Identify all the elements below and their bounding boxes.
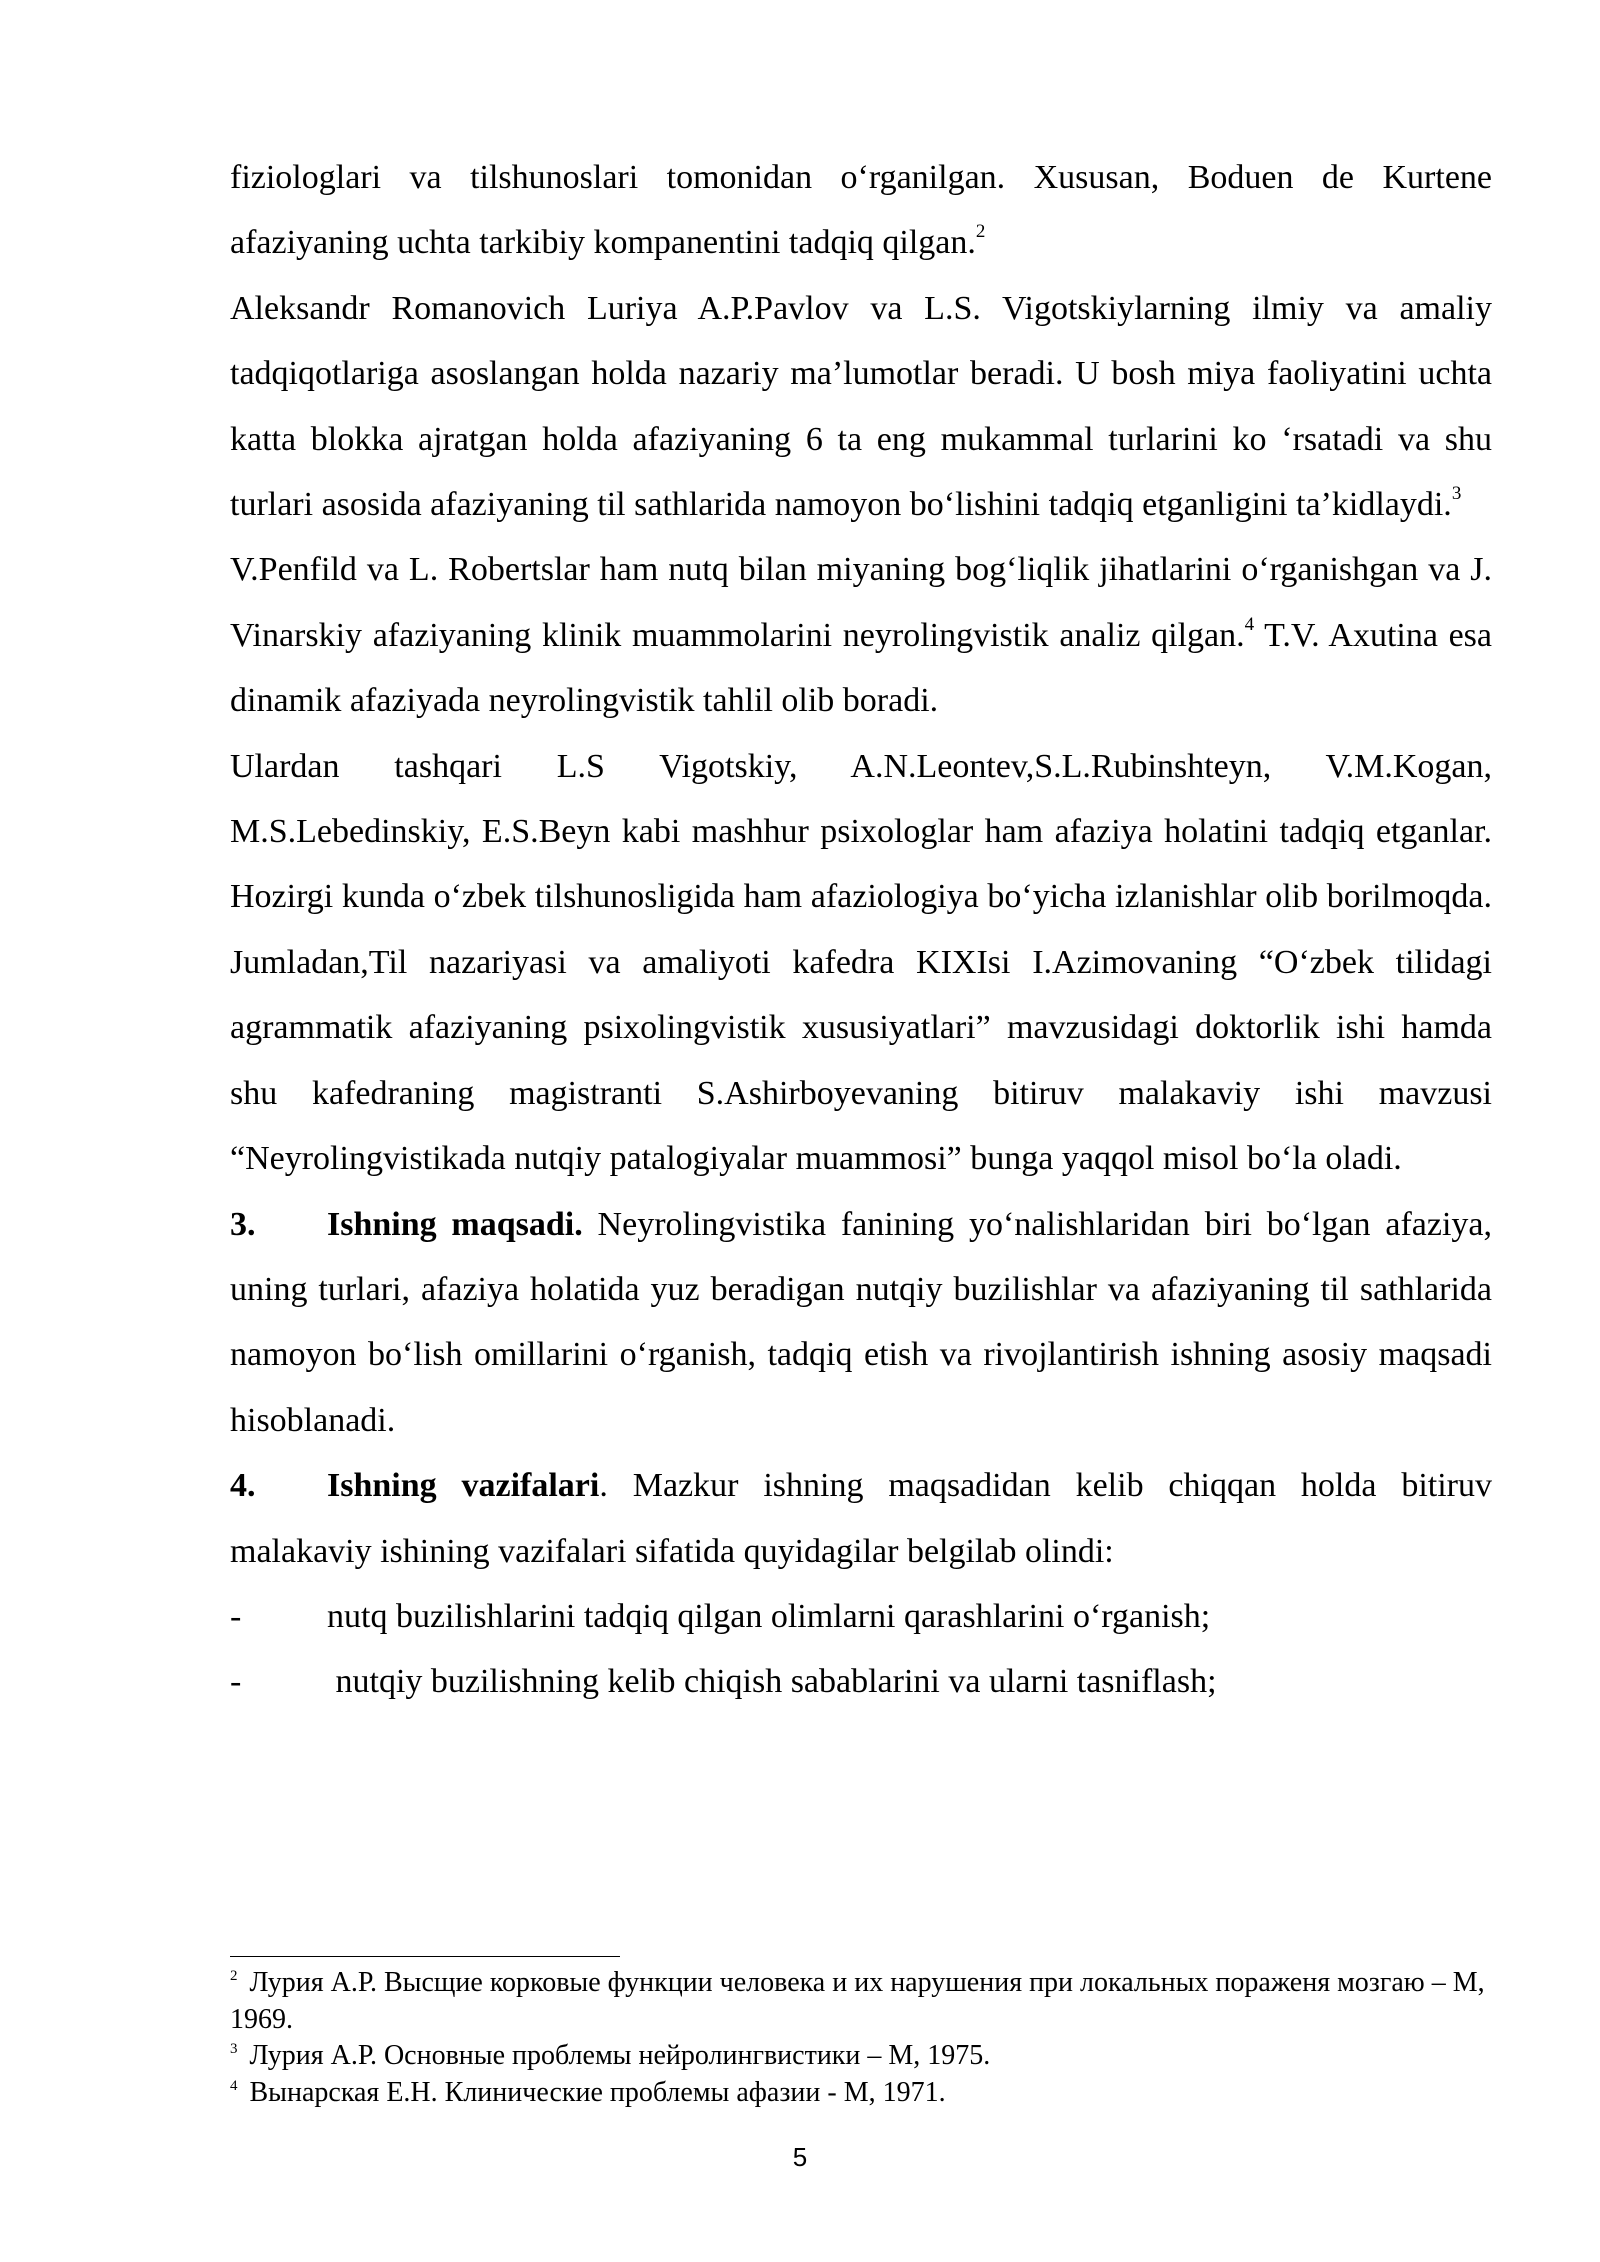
- section-number: 3.: [230, 1205, 256, 1243]
- list-marker: -: [230, 1663, 242, 1701]
- list-item-text: nutq buzilishlarini tadqiq qilgan olimlarni qarashlarini o‘rganish;: [327, 1597, 1211, 1635]
- body-text: [230, 145, 1492, 1715]
- section-tasks: [230, 1453, 1492, 1584]
- paragraph-penfild: [230, 537, 1492, 733]
- paragraph-text: Aleksandr Romanovich Luriya A.P.Pavlov va L.S. Vigotskiylarning ilmiy va amaliy tadqiqotlariga asoslangan holda nazariy ma’lumotlar beradi. U bosh miya faoliyatini uchta katta blokka ajratgan holda afaziyaning 6 ta eng mukammal turlarini ko ‘rsatadi va shu turlari asosida afaziyaning til sathlarida namoyon bo‘lishini tadqiq etganligini ta’kidlaydi.: [230, 289, 1492, 524]
- section-number: 4.: [230, 1467, 256, 1505]
- footnote: [230, 2075, 1492, 2112]
- paragraph-luriya: [230, 276, 1492, 538]
- paragraph-boduen: [230, 145, 1492, 276]
- footnote-separator: [230, 1956, 620, 1957]
- footnote-mark: 3: [230, 2041, 238, 2057]
- list-item: [230, 1584, 1492, 1649]
- footnote: [230, 2038, 1492, 2075]
- paragraph-text: fiziologlari va tilshunoslari tomonidan o‘rganilgan. Xususan, Boduen de Kurtene afaziyaning uchta tarkibiy kompanentini tadqiq qilgan.: [230, 159, 1492, 262]
- footnote-text: Лурия А.Р. Высщие корковые функции человека и их нарушения при локальных пораженя мозгаю – М, 1969.: [230, 1967, 1485, 2035]
- list-item: [230, 1649, 1492, 1714]
- footnote-text: Вынарская Е.Н. Клинические проблемы афазии - М, 1971.: [249, 2076, 946, 2108]
- paragraph-text-continued: T.V. Axutina esa dinamik afaziyada neyrolingvistik tahlil olib boradi.: [230, 616, 1492, 720]
- paragraph-text: V.Penfild va L. Robertslar ham nutq bilan miyaning bog‘liqlik jihatlarini o‘rganishgan va J. Vinarskiy afaziyaning klinik muammolarini neyrolingvistik analiz qilgan.: [230, 551, 1492, 654]
- section-heading: Ishning maqsadi.: [327, 1205, 583, 1243]
- footnote-ref-4: 4: [1244, 613, 1255, 635]
- footnotes: [230, 1965, 1492, 2111]
- footnote-ref-3: 3: [1451, 483, 1462, 505]
- list-item-text: nutqiy buzilishning kelib chiqish sabablarini va ularni tasniflash;: [327, 1663, 1217, 1701]
- footnote-mark: 4: [230, 2077, 238, 2094]
- paragraph-text: Ulardan tashqari L.S Vigotskiy, A.N.Leontev,S.L.Rubinshteyn, V.M.Kogan, M.S.Lebedinskiy, E.S.Beyn kabi mashhur psixologlar ham afaziya holatini tadqiq etganlar. Hozirgi kunda o‘zbek tilshunosligida ham afaziologiya bo‘yicha izlanishlar olib borilmoqda. Jumladan,Til nazariyasi va amaliyoti kafedra KIXIsi I.Azimovaning “O‘zbek tilidagi agrammatik afaziyaning psixolingvistik xususiyatlari” mavzusidagi doktorlik ishi hamda shu kafedraning magistranti S.Ashirboyevaning bitiruv malakaviy ishi mavzusi “Neyrolingvistikada nutqiy patalogiyalar muammosi” bunga yaqqol misol bo‘la oladi.: [230, 747, 1492, 1178]
- section-text: Neyrolingvistika fanining yo‘nalishlaridan biri bo‘lgan afaziya, uning turlari, afaziya holatida yuz beradigan nutqiy buzilishlar va afaziyaning til sathlarida namoyon bo‘lish omillarini o‘rganish, tadqiq etish va rivojlantirish ishning asosiy maqsadi hisoblanadi.: [230, 1205, 1492, 1439]
- footnote-mark: 2: [230, 1968, 238, 1984]
- list-marker: -: [230, 1597, 242, 1635]
- paragraph-psychologists: [230, 734, 1492, 1192]
- section-heading: Ishning vazifalari: [327, 1467, 600, 1505]
- page-number: 5: [792, 2142, 808, 2172]
- footnote-text: Лурия А.Р. Основные проблемы нейролингвистики – М, 1975.: [249, 2040, 991, 2071]
- footnote-ref-2: 2: [975, 221, 986, 243]
- footnote: [230, 1965, 1492, 2038]
- section-text: . Mazkur ishning maqsadidan kelib chiqqan holda bitiruv malakaviy ishining vazifalari sifatida quyidagilar belgilab olindi:: [230, 1467, 1492, 1570]
- section-purpose: [230, 1192, 1492, 1454]
